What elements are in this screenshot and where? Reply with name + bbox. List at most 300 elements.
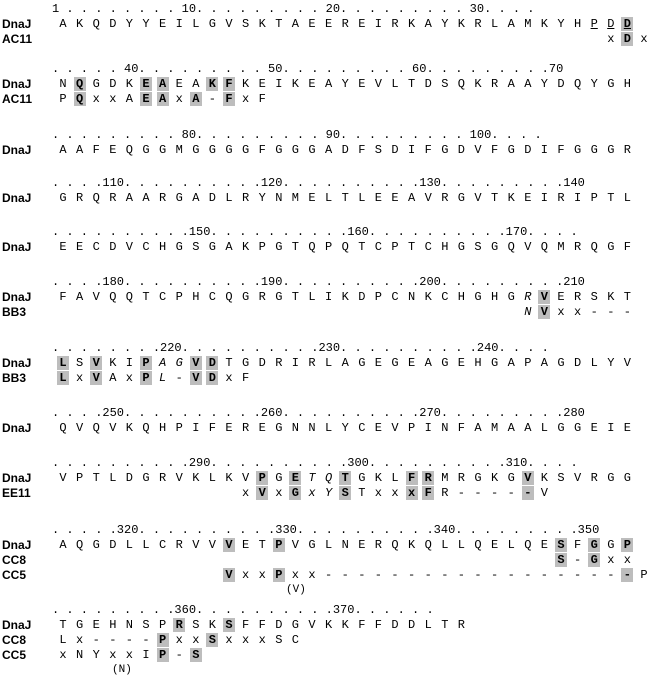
residue: H [441, 240, 449, 254]
sequence-label: DnaJ [2, 618, 32, 632]
residue: G [557, 421, 565, 435]
residue: x [192, 633, 200, 647]
sequence-label: CC8 [2, 633, 27, 647]
residue: - [524, 568, 532, 582]
residue: S [590, 290, 598, 304]
residue: G [507, 143, 515, 157]
residue: C [92, 240, 100, 254]
residue: - [507, 486, 515, 500]
conserved-residue: A [190, 92, 202, 106]
residue: F [258, 143, 266, 157]
residue: G [474, 471, 482, 485]
residue: L [324, 538, 333, 552]
residue: I [573, 191, 582, 205]
residue: R [308, 356, 316, 370]
residue: G [607, 240, 615, 254]
residue: Y [441, 17, 449, 31]
residue: A [524, 421, 532, 435]
conserved-residue: E [140, 77, 152, 91]
residue: Y [125, 17, 133, 31]
residue: T [308, 471, 316, 485]
residue: K [75, 17, 84, 31]
residue: P [524, 356, 532, 370]
residue: N [125, 618, 133, 632]
residue: R [241, 191, 250, 205]
residue: G [225, 143, 233, 157]
residue: R [457, 471, 465, 485]
residue: A [59, 143, 67, 157]
residue: E [524, 191, 532, 205]
conserved-residue: - [522, 486, 534, 500]
conserved-residue: V [190, 356, 202, 370]
conserved-residue: V [538, 290, 550, 304]
residue: - [540, 568, 548, 582]
position-ruler: . . . . . . . . .360. . . . . . . . . .370. . . . . . [52, 603, 434, 617]
residue: A [507, 17, 515, 31]
residue: x [258, 633, 266, 647]
residue: V [308, 618, 316, 632]
residue: C [424, 240, 432, 254]
residue: P [175, 421, 183, 435]
residue: R [557, 191, 565, 205]
residue: R [175, 538, 183, 552]
residue: Q [142, 421, 150, 435]
residue: A [125, 191, 133, 205]
conserved-residue: G [588, 538, 600, 552]
conserved-residue: S [339, 486, 351, 500]
residue: A [324, 77, 333, 91]
residue: R [391, 17, 399, 31]
residue: x [374, 486, 382, 500]
residue: S [374, 143, 382, 157]
residue: x [308, 486, 316, 500]
residue: T [607, 191, 615, 205]
conserved-residue: Q [74, 92, 86, 106]
residue: L [391, 471, 399, 485]
residue: E [59, 240, 67, 254]
residue: G [75, 618, 84, 632]
residue: N [341, 538, 349, 552]
residue: V [92, 290, 100, 304]
residue: V [474, 143, 482, 157]
sequence-label: DnaJ [2, 290, 32, 304]
residue: L [424, 618, 432, 632]
residue: - [474, 568, 482, 582]
residue: A [424, 17, 432, 31]
residue: D [275, 618, 283, 632]
residue: G [358, 471, 366, 485]
residue: V [524, 240, 532, 254]
residue: A [225, 240, 233, 254]
residue: G [490, 356, 499, 370]
residue: R [275, 356, 283, 370]
residue: R [158, 191, 167, 205]
residue: L [441, 538, 449, 552]
residue: R [241, 421, 250, 435]
residue: H [490, 290, 499, 304]
residue: S [75, 356, 84, 370]
conserved-residue: A [157, 77, 169, 91]
residue: K [374, 471, 382, 485]
position-ruler: . . . . . . . . . .150. . . . . . . . . .160. . . . . . . . . .170. . . . [52, 225, 578, 239]
residue: F [358, 143, 366, 157]
residue: P [59, 92, 67, 106]
residue: Q [324, 471, 333, 485]
conserved-residue: V [190, 371, 202, 385]
residue: K [424, 290, 432, 304]
residue: x [125, 648, 133, 662]
residue: Q [125, 290, 133, 304]
residue: N [75, 648, 84, 662]
residue: A [75, 290, 84, 304]
residue: - [391, 568, 399, 582]
residue: x [75, 371, 84, 385]
residue: A [524, 77, 532, 91]
residue: - [92, 633, 100, 647]
residue: E [457, 356, 465, 370]
residue: H [573, 17, 582, 31]
residue: E [557, 290, 565, 304]
residue: L [225, 191, 233, 205]
residue: L [391, 77, 399, 91]
residue: G [208, 240, 216, 254]
residue: K [457, 17, 465, 31]
residue: G [441, 356, 449, 370]
residue: S [142, 618, 150, 632]
residue: C [441, 290, 449, 304]
residue: Q [92, 421, 100, 435]
residue: V [175, 471, 183, 485]
residue: A [125, 92, 133, 106]
position-ruler: . . . . . 40. . . . . . . . . 50. . . . . . . . . 60. . . . . . . . .70 [52, 62, 564, 76]
residue: I [424, 421, 432, 435]
residue: F [358, 618, 366, 632]
residue: F [557, 143, 565, 157]
residue: Q [341, 240, 349, 254]
residue: - [573, 568, 582, 582]
residue: K [109, 356, 117, 370]
residue: L [358, 191, 366, 205]
residue: E [241, 538, 250, 552]
residue: L [540, 421, 548, 435]
residue: R [258, 290, 266, 304]
sequence-label: DnaJ [2, 191, 32, 205]
residue: I [407, 143, 416, 157]
residue: G [275, 240, 283, 254]
residue: V [623, 356, 631, 370]
residue: D [109, 240, 117, 254]
sequence-label: EE11 [2, 486, 31, 500]
residue: T [142, 290, 150, 304]
residue: E [540, 538, 548, 552]
residue: E [391, 191, 399, 205]
residue: D [557, 77, 565, 91]
position-ruler: 1 . . . . . . . . 10. . . . . . . . . 20. . . . . . . . . 30. . . . [52, 2, 535, 16]
conserved-residue: P [273, 568, 285, 582]
residue: Y [607, 356, 615, 370]
residue: x [607, 32, 615, 46]
residue: K [490, 471, 499, 485]
residue: A [59, 17, 67, 31]
conserved-residue: A [157, 92, 169, 106]
residue: G [291, 143, 299, 157]
residue: E [308, 191, 316, 205]
residue: F [258, 92, 266, 106]
residue: - [457, 568, 465, 582]
residue: E [374, 356, 382, 370]
sequence-label: DnaJ [2, 143, 32, 157]
sequence-label: DnaJ [2, 77, 32, 91]
residue: A [291, 17, 299, 31]
residue: E [258, 77, 266, 91]
residue: F [573, 538, 582, 552]
residue: A [324, 143, 333, 157]
residue: Q [59, 421, 67, 435]
residue: - [358, 568, 366, 582]
residue: P [258, 240, 266, 254]
residue: S [474, 240, 482, 254]
residue: V [109, 421, 117, 435]
residue: P [391, 240, 399, 254]
residue: T [623, 290, 631, 304]
residue: L [623, 191, 631, 205]
residue: V [573, 471, 582, 485]
residue: V [192, 538, 200, 552]
conserved-residue: L [57, 371, 69, 385]
residue: P [374, 290, 382, 304]
residue: F [490, 143, 499, 157]
conserved-residue: P [140, 371, 152, 385]
residue: K [341, 618, 349, 632]
residue: G [92, 77, 100, 91]
residue: G [507, 471, 515, 485]
residue: I [192, 421, 200, 435]
residue: A [540, 356, 548, 370]
residue: R [524, 290, 532, 304]
residue: E [109, 143, 117, 157]
residue: N [59, 77, 67, 91]
residue: T [92, 471, 100, 485]
residue: D [358, 290, 366, 304]
residue: - [490, 568, 499, 582]
conserved-residue: T [339, 471, 351, 485]
residue: M [441, 471, 449, 485]
residue: C [158, 290, 167, 304]
residue: I [175, 17, 183, 31]
residue: - [324, 568, 333, 582]
conserved-residue: D [621, 32, 633, 46]
residue: E [175, 77, 183, 91]
residue: G [142, 471, 150, 485]
residue: R [374, 538, 382, 552]
residue: - [457, 486, 465, 500]
residue: R [590, 471, 598, 485]
conserved-residue: P [256, 471, 268, 485]
residue: x [258, 568, 266, 582]
residue: P [324, 240, 333, 254]
residue: T [341, 191, 349, 205]
residue: G [573, 143, 582, 157]
residue: G [623, 471, 631, 485]
residue: K [324, 618, 333, 632]
residue: L [59, 633, 67, 647]
sequence-label: AC11 [2, 32, 33, 46]
residue: A [341, 356, 349, 370]
residue: V [540, 486, 548, 500]
residue: E [308, 77, 316, 91]
sequence-label: DnaJ [2, 471, 32, 485]
residue: K [291, 77, 299, 91]
residue: R [490, 77, 499, 91]
position-ruler: . . . . .320. . . . . . . . . .330. . . . . . . . . .340. . . . . . . . .350 [52, 523, 600, 537]
residue: - [607, 568, 615, 582]
residue: F [374, 618, 382, 632]
residue: Q [590, 240, 598, 254]
residue: G [158, 143, 167, 157]
residue: P [590, 17, 598, 31]
conserved-residue: S [190, 648, 202, 662]
residue: H [158, 240, 167, 254]
residue: G [490, 240, 499, 254]
residue: E [590, 421, 598, 435]
residue: x [92, 92, 100, 106]
residue: G [358, 356, 366, 370]
residue: T [59, 618, 67, 632]
residue: Q [524, 538, 532, 552]
residue: Y [590, 77, 598, 91]
residue: R [457, 618, 465, 632]
conserved-residue: G [289, 486, 301, 500]
position-ruler: . . . .110. . . . . . . . . .120. . . . . . . . . .130. . . . . . . . .140 [52, 176, 585, 190]
residue: - [208, 92, 216, 106]
residue: R [441, 486, 449, 500]
residue: T [291, 240, 299, 254]
residue: D [424, 77, 432, 91]
residue: N [524, 305, 532, 319]
residue: Q [391, 538, 399, 552]
residue: M [557, 240, 565, 254]
residue: A [75, 143, 84, 157]
residue: C [358, 421, 366, 435]
residue: E [92, 618, 100, 632]
conserved-residue: F [406, 471, 418, 485]
conserved-residue: P [273, 538, 285, 552]
residue: V [59, 471, 67, 485]
residue: x [175, 633, 183, 647]
residue: T [441, 618, 449, 632]
residue: V [474, 191, 482, 205]
residue: V [241, 471, 250, 485]
residue: R [573, 290, 582, 304]
residue: V [208, 538, 216, 552]
residue: - [573, 553, 582, 567]
conserved-residue: V [522, 471, 534, 485]
residue: T [275, 17, 283, 31]
residue: F [92, 143, 100, 157]
residue: D [573, 356, 582, 370]
residue: K [607, 290, 615, 304]
sequence-label: DnaJ [2, 538, 32, 552]
residue: N [407, 290, 416, 304]
residue: M [291, 191, 299, 205]
residue: D [208, 191, 216, 205]
residue: G [175, 356, 183, 370]
conserved-residue: E [289, 471, 301, 485]
conserved-residue: E [140, 92, 152, 106]
position-ruler: . . . . . . . . . 80. . . . . . . . . 90. . . . . . . . . 100. . . . [52, 128, 542, 142]
conserved-residue: V [538, 305, 550, 319]
residue: Q [474, 538, 482, 552]
residue: - [474, 486, 482, 500]
residue: Q [75, 538, 84, 552]
sequence-label: DnaJ [2, 240, 32, 254]
residue: x [241, 568, 250, 582]
residue: Q [125, 143, 133, 157]
residue: x [109, 92, 117, 106]
residue: x [308, 568, 316, 582]
sequence-label: CC5 [2, 568, 27, 582]
residue: R [158, 471, 167, 485]
conserved-residue: P [621, 538, 633, 552]
residue: - [125, 633, 133, 647]
residue: Q [109, 290, 117, 304]
sequence-label: DnaJ [2, 17, 32, 31]
residue: R [623, 143, 631, 157]
residue: A [192, 191, 200, 205]
residue: L [324, 191, 333, 205]
residue: F [424, 143, 432, 157]
residue: Q [92, 191, 100, 205]
residue: E [308, 17, 316, 31]
residue: G [607, 143, 615, 157]
residue: H [474, 356, 482, 370]
sequence-label: CC5 [2, 648, 27, 662]
residue: x [175, 92, 183, 106]
residue: C [142, 240, 150, 254]
residue: G [275, 471, 283, 485]
residue: K [341, 290, 349, 304]
residue: - [424, 568, 432, 582]
conserved-residue: S [555, 538, 567, 552]
residue: G [275, 421, 283, 435]
sequence-label: BB3 [2, 305, 27, 319]
residue: Q [92, 17, 100, 31]
residue: A [109, 371, 117, 385]
residue: H [623, 77, 631, 91]
conserved-residue: - [621, 568, 633, 582]
residue: x [391, 486, 399, 500]
residue: - [557, 568, 565, 582]
residue: A [474, 421, 482, 435]
residue: F [59, 290, 67, 304]
residue: - [607, 305, 615, 319]
residue: E [358, 538, 366, 552]
residue: G [308, 143, 316, 157]
residue: G [59, 191, 67, 205]
residue: L [507, 538, 515, 552]
conserved-residue: V [90, 371, 102, 385]
residue: G [607, 538, 615, 552]
conserved-residue: F [422, 486, 434, 500]
residue: G [142, 143, 150, 157]
residue: D [125, 471, 133, 485]
residue: Q [225, 290, 233, 304]
residue: - [590, 305, 598, 319]
residue: L [324, 421, 333, 435]
residue: M [524, 17, 532, 31]
residue: D [258, 356, 266, 370]
residue: A [59, 538, 67, 552]
